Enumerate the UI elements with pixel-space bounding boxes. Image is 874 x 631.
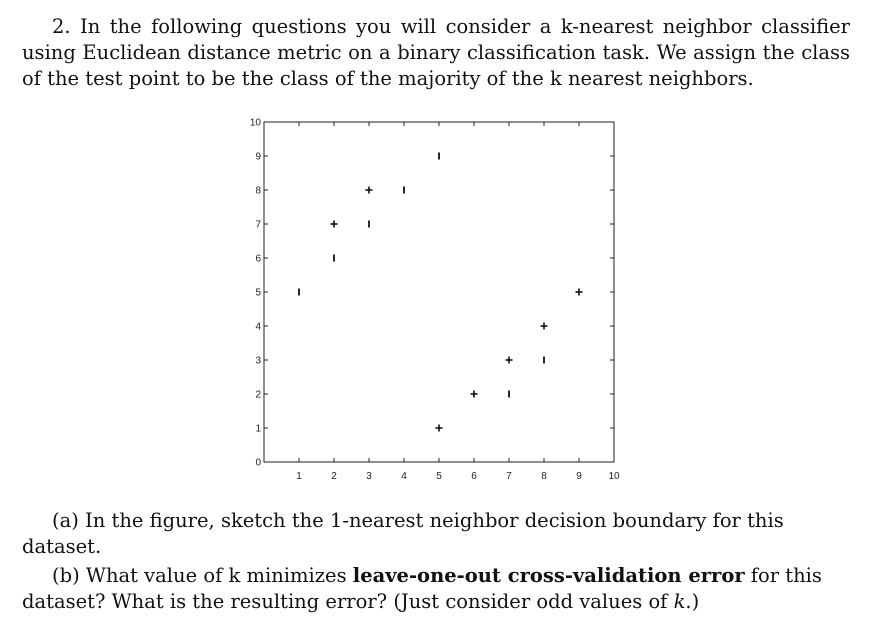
plus-point — [436, 425, 443, 432]
x-tick-label: 6 — [471, 471, 477, 482]
question-b-emphasis: leave-one-out cross-validation error — [352, 564, 745, 587]
x-tick-label: 10 — [608, 471, 620, 482]
y-tick-label: 5 — [255, 287, 261, 299]
x-tick-label: 9 — [576, 471, 582, 482]
x-tick-label: 2 — [331, 471, 337, 482]
question-a: (a) In the figure, sketch the 1-nearest neighbor decision boundary for this dataset. — [22, 509, 784, 558]
x-tick-label: 7 — [506, 471, 512, 482]
plot-frame — [264, 122, 614, 462]
question-b-end: .) — [685, 590, 700, 613]
y-tick-label: 8 — [255, 185, 261, 197]
y-tick-label: 1 — [255, 423, 261, 435]
y-tick-label: 7 — [255, 219, 261, 231]
y-tick-label: 9 — [255, 151, 261, 163]
x-tick-label: 5 — [436, 471, 442, 482]
x-tick-label: 1 — [296, 471, 302, 482]
plus-point — [576, 289, 583, 296]
x-tick-label: 4 — [401, 471, 407, 482]
plus-point — [331, 221, 338, 228]
problem-number: 2. — [52, 15, 71, 38]
y-tick-label: 3 — [255, 355, 261, 367]
plus-point — [541, 323, 548, 330]
plus-point — [366, 187, 373, 194]
x-tick-label: 8 — [541, 471, 547, 482]
problem-intro — [22, 14, 850, 92]
y-tick-label: 0 — [255, 457, 261, 469]
x-tick-label: 3 — [366, 471, 372, 482]
question-b-prefix: (b) What value of k minimizes — [52, 564, 353, 587]
knn-scatter-plot — [238, 112, 638, 484]
y-tick-label: 4 — [255, 321, 261, 333]
plus-point — [471, 391, 478, 398]
plus-point — [506, 357, 513, 364]
problem-text: In the following questions you will consider a k-nearest neighbor classifier using Euclidean distance metric on a binary classification task. We assign the class of the test point to be the class of the majority of the k nearest neighbors. — [22, 15, 850, 90]
y-tick-label: 6 — [255, 253, 261, 265]
question-b-suffix: for this dataset? What is the resulting error? (Just consider odd values of — [22, 564, 822, 613]
question-b-k: k — [673, 590, 686, 613]
y-tick-label: 2 — [255, 389, 261, 401]
question-b — [22, 563, 850, 615]
y-tick-label: 10 — [249, 117, 261, 129]
